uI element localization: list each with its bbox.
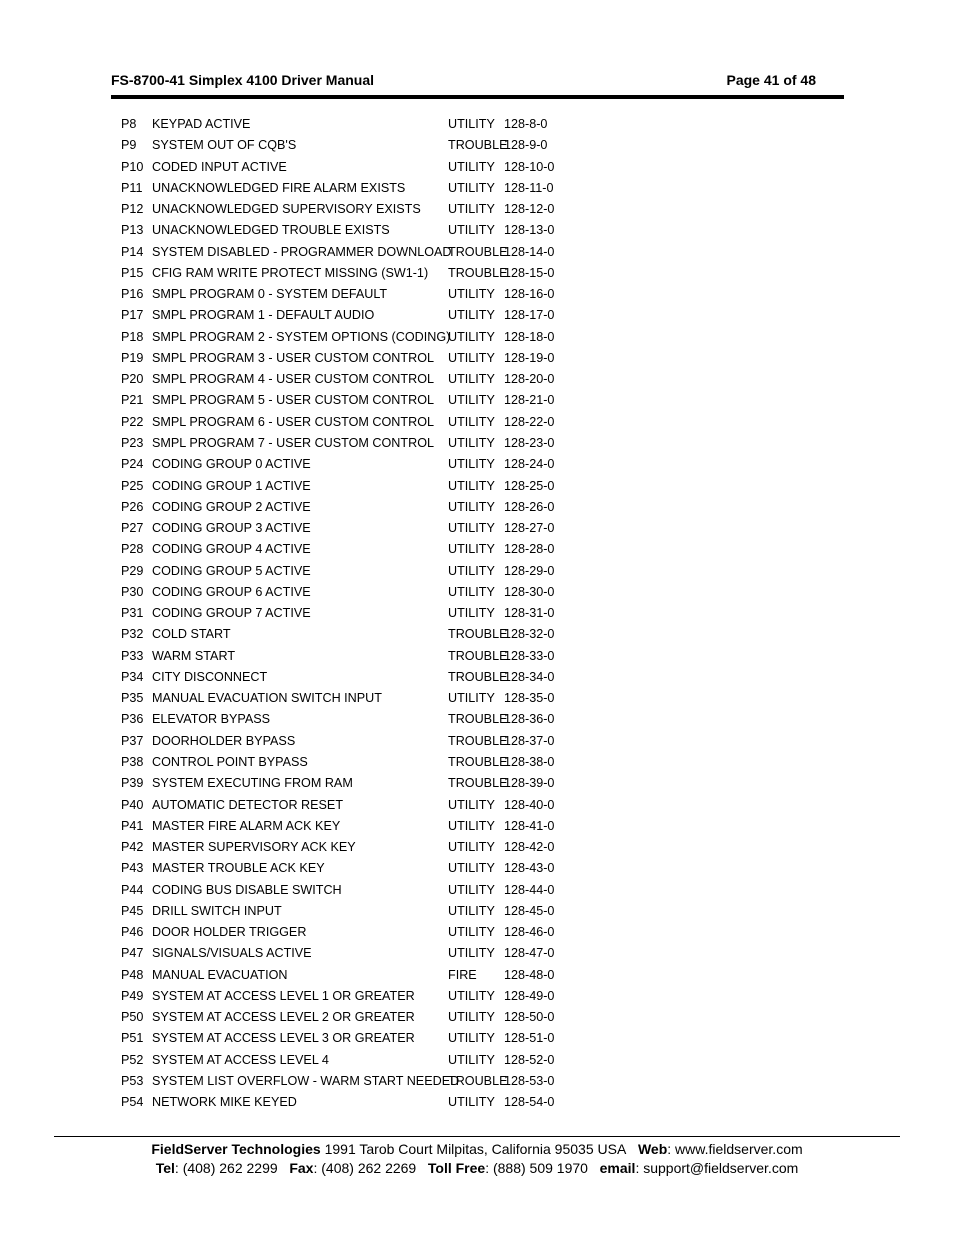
point-description: DOOR HOLDER TRIGGER <box>152 925 307 940</box>
footer-tollfree-label: Toll Free <box>427 1160 486 1176</box>
point-type: UTILITY <box>448 202 495 217</box>
table-row <box>121 901 581 922</box>
point-type: UTILITY <box>448 840 495 855</box>
footer-line-2 <box>0 1159 954 1178</box>
point-description: SYSTEM EXECUTING FROM RAM <box>152 776 353 791</box>
table-row <box>121 242 581 263</box>
point-description: SMPL PROGRAM 2 - SYSTEM OPTIONS (CODING) <box>152 329 451 344</box>
footer-company: FieldServer Technologies <box>151 1141 321 1157</box>
point-description: NETWORK MIKE KEYED <box>152 1095 297 1110</box>
point-address: 128-52-0 <box>504 1052 555 1067</box>
point-type: UTILITY <box>448 563 495 578</box>
table-row <box>121 1071 581 1092</box>
point-description: CODING GROUP 0 ACTIVE <box>152 457 311 472</box>
point-type: UTILITY <box>448 287 495 302</box>
point-type: UTILITY <box>448 521 495 536</box>
point-description: MASTER SUPERVISORY ACK KEY <box>152 840 356 855</box>
point-description: CODING GROUP 2 ACTIVE <box>152 499 311 514</box>
point-description: SMPL PROGRAM 5 - USER CUSTOM CONTROL <box>152 393 434 408</box>
point-address: 128-48-0 <box>504 967 555 982</box>
point-address: 128-14-0 <box>504 244 555 259</box>
point-address: 128-39-0 <box>504 776 555 791</box>
point-address: 128-41-0 <box>504 818 555 833</box>
footer-fax: : (408) 262 2269 <box>313 1160 417 1176</box>
table-row <box>121 688 581 709</box>
point-description: SYSTEM LIST OVERFLOW - WARM START NEEDED <box>152 1073 460 1088</box>
point-address: 128-53-0 <box>504 1073 555 1088</box>
point-address: 128-28-0 <box>504 542 555 557</box>
point-type: UTILITY <box>448 223 495 238</box>
point-id: P25 <box>121 478 144 493</box>
point-type: UTILITY <box>448 903 495 918</box>
point-address: 128-47-0 <box>504 946 555 961</box>
point-type: UTILITY <box>448 1031 495 1046</box>
point-type: TROUBLE <box>448 754 508 769</box>
point-description: SYSTEM DISABLED - PROGRAMMER DOWNLOAD <box>152 244 452 259</box>
point-id: P43 <box>121 861 144 876</box>
point-description: SMPL PROGRAM 1 - DEFAULT AUDIO <box>152 308 375 323</box>
point-id: P10 <box>121 159 144 174</box>
point-address: 128-43-0 <box>504 861 555 876</box>
point-address: 128-51-0 <box>504 1031 555 1046</box>
point-description: CODING GROUP 6 ACTIVE <box>152 584 311 599</box>
header-rule <box>111 95 844 99</box>
point-address: 128-37-0 <box>504 733 555 748</box>
point-id: P42 <box>121 840 144 855</box>
footer-line-1 <box>0 1140 954 1159</box>
point-description: ELEVATOR BYPASS <box>152 712 271 727</box>
point-type: UTILITY <box>448 691 495 706</box>
table-row <box>121 965 581 986</box>
point-type: UTILITY <box>448 414 495 429</box>
point-description: UNACKNOWLEDGED FIRE ALARM EXISTS <box>152 180 406 195</box>
point-id: P39 <box>121 776 144 791</box>
table-row <box>121 624 581 645</box>
point-address: 128-27-0 <box>504 521 555 536</box>
point-id: P32 <box>121 627 144 642</box>
point-type: UTILITY <box>448 542 495 557</box>
table-row <box>121 752 581 773</box>
point-address: 128-30-0 <box>504 584 555 599</box>
table-row <box>121 199 581 220</box>
table-row <box>121 582 581 603</box>
table-row <box>121 327 581 348</box>
point-type: TROUBLE <box>448 648 508 663</box>
table-row <box>121 305 581 326</box>
table-row <box>121 157 581 178</box>
point-id: P28 <box>121 542 144 557</box>
point-description: SMPL PROGRAM 7 - USER CUSTOM CONTROL <box>152 435 434 450</box>
point-address: 128-18-0 <box>504 329 555 344</box>
table-row <box>121 284 581 305</box>
point-id: P27 <box>121 521 144 536</box>
table-row <box>121 603 581 624</box>
point-id: P21 <box>121 393 144 408</box>
point-description: CONTROL POINT BYPASS <box>152 754 308 769</box>
point-address: 128-36-0 <box>504 712 555 727</box>
point-id: P22 <box>121 414 144 429</box>
point-id: P36 <box>121 712 144 727</box>
point-description: CITY DISCONNECT <box>152 669 268 684</box>
point-id: P9 <box>121 138 137 153</box>
point-address: 128-50-0 <box>504 1010 555 1025</box>
point-type: UTILITY <box>448 478 495 493</box>
point-description: CODED INPUT ACTIVE <box>152 159 287 174</box>
point-id: P41 <box>121 818 144 833</box>
table-row <box>121 880 581 901</box>
point-description: CFIG RAM WRITE PROTECT MISSING (SW1-1) <box>152 265 429 280</box>
point-type: UTILITY <box>448 435 495 450</box>
point-description: MANUAL EVACUATION SWITCH INPUT <box>152 691 382 706</box>
footer-tel: : (408) 262 2299 <box>174 1160 278 1176</box>
point-type: TROUBLE <box>448 1073 508 1088</box>
table-row <box>121 773 581 794</box>
footer-address: 1991 Tarob Court Milpitas, California 95035 USA <box>320 1141 627 1157</box>
point-address: 128-22-0 <box>504 414 555 429</box>
point-address: 128-34-0 <box>504 669 555 684</box>
point-description: KEYPAD ACTIVE <box>152 117 251 131</box>
page-footer <box>0 1140 954 1178</box>
point-type: TROUBLE <box>448 776 508 791</box>
point-id: P35 <box>121 691 144 706</box>
point-description: CODING BUS DISABLE SWITCH <box>152 882 342 897</box>
point-id: P53 <box>121 1073 144 1088</box>
point-type: UTILITY <box>448 861 495 876</box>
point-address: 128-35-0 <box>504 691 555 706</box>
point-description: AUTOMATIC DETECTOR RESET <box>152 797 344 812</box>
table-row <box>121 816 581 837</box>
page-header <box>111 72 816 92</box>
point-address: 128-15-0 <box>504 265 555 280</box>
point-id: P8 <box>121 117 137 131</box>
point-description: SIGNALS/VISUALS ACTIVE <box>152 946 312 961</box>
point-id: P38 <box>121 754 144 769</box>
point-type: UTILITY <box>448 308 495 323</box>
point-id: P11 <box>121 180 143 195</box>
point-address: 128-54-0 <box>504 1095 555 1110</box>
point-type: UTILITY <box>448 159 495 174</box>
table-row <box>121 1092 581 1113</box>
point-address: 128-29-0 <box>504 563 555 578</box>
table-row <box>121 986 581 1007</box>
point-id: P33 <box>121 648 144 663</box>
point-address: 128-25-0 <box>504 478 555 493</box>
point-description: SMPL PROGRAM 3 - USER CUSTOM CONTROL <box>152 350 434 365</box>
footer-tollfree: : (888) 509 1970 <box>485 1160 588 1176</box>
point-address: 128-21-0 <box>504 393 555 408</box>
point-description: SYSTEM AT ACCESS LEVEL 4 <box>152 1052 329 1067</box>
point-id: P54 <box>121 1095 144 1110</box>
point-address: 128-24-0 <box>504 457 555 472</box>
point-address: 128-26-0 <box>504 499 555 514</box>
point-type: UTILITY <box>448 925 495 940</box>
point-address: 128-19-0 <box>504 350 555 365</box>
point-type: UTILITY <box>448 499 495 514</box>
footer-fax-label: Fax <box>289 1160 314 1176</box>
table-row <box>121 943 581 964</box>
table-row <box>121 518 581 539</box>
point-id: P34 <box>121 669 144 684</box>
table-row <box>121 476 581 497</box>
point-type: UTILITY <box>448 797 495 812</box>
point-type: TROUBLE <box>448 669 508 684</box>
table-row <box>121 348 581 369</box>
point-id: P49 <box>121 988 144 1003</box>
point-description: SMPL PROGRAM 6 - USER CUSTOM CONTROL <box>152 414 434 429</box>
table-row <box>121 837 581 858</box>
point-id: P52 <box>121 1052 144 1067</box>
point-id: P44 <box>121 882 144 897</box>
point-id: P16 <box>121 287 144 302</box>
point-type: UTILITY <box>448 584 495 599</box>
point-description: UNACKNOWLEDGED TROUBLE EXISTS <box>152 223 390 238</box>
point-type: TROUBLE <box>448 627 508 642</box>
point-id: P24 <box>121 457 144 472</box>
point-type: UTILITY <box>448 329 495 344</box>
table-row <box>121 497 581 518</box>
point-id: P48 <box>121 967 144 982</box>
point-description: DOORHOLDER BYPASS <box>152 733 296 748</box>
point-description: CODING GROUP 7 ACTIVE <box>152 606 311 621</box>
point-type: TROUBLE <box>448 712 508 727</box>
point-description: CODING GROUP 5 ACTIVE <box>152 563 311 578</box>
table-row <box>121 709 581 730</box>
point-address: 128-8-0 <box>504 117 548 131</box>
table-row <box>121 1050 581 1071</box>
point-type: UTILITY <box>448 1010 495 1025</box>
point-id: P15 <box>121 265 144 280</box>
table-row <box>121 114 581 135</box>
point-type: UTILITY <box>448 180 495 195</box>
point-type: TROUBLE <box>448 733 508 748</box>
point-address: 128-32-0 <box>504 627 555 642</box>
table-row <box>121 646 581 667</box>
point-id: P20 <box>121 372 144 387</box>
table-row <box>121 433 581 454</box>
footer-email[interactable]: : support@fieldserver.com <box>635 1160 799 1176</box>
table-row <box>121 454 581 475</box>
point-id: P30 <box>121 584 144 599</box>
point-address: 128-45-0 <box>504 903 555 918</box>
point-type: UTILITY <box>448 606 495 621</box>
point-description: SMPL PROGRAM 4 - USER CUSTOM CONTROL <box>152 372 434 387</box>
point-address: 128-11-0 <box>504 180 554 195</box>
table-row <box>121 922 581 943</box>
point-address: 128-33-0 <box>504 648 555 663</box>
point-description: DRILL SWITCH INPUT <box>152 903 282 918</box>
point-address: 128-12-0 <box>504 202 555 217</box>
document-title: FS-8700-41 Simplex 4100 Driver Manual <box>111 72 375 88</box>
point-id: P26 <box>121 499 144 514</box>
point-id: P12 <box>121 202 144 217</box>
point-description: CODING GROUP 4 ACTIVE <box>152 542 311 557</box>
table-row <box>121 731 581 752</box>
point-id: P19 <box>121 350 144 365</box>
footer-web[interactable]: : www.fieldserver.com <box>667 1141 803 1157</box>
point-address: 128-40-0 <box>504 797 555 812</box>
point-description: MASTER TROUBLE ACK KEY <box>152 861 325 876</box>
point-id: P13 <box>121 223 144 238</box>
footer-tel-label: Tel <box>155 1160 175 1176</box>
point-type: UTILITY <box>448 117 495 131</box>
point-address: 128-17-0 <box>504 308 555 323</box>
point-address: 128-9-0 <box>504 138 548 153</box>
point-type: UTILITY <box>448 350 495 365</box>
point-address: 128-42-0 <box>504 840 555 855</box>
point-type: UTILITY <box>448 1095 495 1110</box>
point-id: P51 <box>121 1031 144 1046</box>
table-row <box>121 263 581 284</box>
point-type: UTILITY <box>448 393 495 408</box>
table-row <box>121 1028 581 1049</box>
point-type: UTILITY <box>448 946 495 961</box>
point-description: MASTER FIRE ALARM ACK KEY <box>152 818 341 833</box>
point-id: P18 <box>121 329 144 344</box>
point-type: UTILITY <box>448 988 495 1003</box>
point-id: P29 <box>121 563 144 578</box>
point-type: TROUBLE <box>448 265 508 280</box>
point-address: 128-49-0 <box>504 988 555 1003</box>
point-type: UTILITY <box>448 1052 495 1067</box>
table-row <box>121 178 581 199</box>
point-type: UTILITY <box>448 882 495 897</box>
point-description: CODING GROUP 3 ACTIVE <box>152 521 311 536</box>
point-id: P46 <box>121 925 144 940</box>
table-row <box>121 561 581 582</box>
point-description: CODING GROUP 1 ACTIVE <box>152 478 311 493</box>
point-id: P47 <box>121 946 144 961</box>
page-number: Page 41 of 48 <box>726 72 816 88</box>
point-type: UTILITY <box>448 818 495 833</box>
point-id: P40 <box>121 797 144 812</box>
footer-rule <box>54 1136 900 1137</box>
point-description: SYSTEM AT ACCESS LEVEL 2 OR GREATER <box>152 1010 415 1025</box>
footer-email-label: email <box>599 1160 636 1176</box>
point-id: P14 <box>121 244 144 259</box>
point-address: 128-16-0 <box>504 287 555 302</box>
point-id: P17 <box>121 308 144 323</box>
point-description: SMPL PROGRAM 0 - SYSTEM DEFAULT <box>152 287 388 302</box>
point-address: 128-10-0 <box>504 159 555 174</box>
point-description: UNACKNOWLEDGED SUPERVISORY EXISTS <box>152 202 421 217</box>
table-row <box>121 539 581 560</box>
table-row <box>121 858 581 879</box>
table-row <box>121 390 581 411</box>
point-type: UTILITY <box>448 457 495 472</box>
point-id: P23 <box>121 435 144 450</box>
point-address: 128-46-0 <box>504 925 555 940</box>
point-address: 128-23-0 <box>504 435 555 450</box>
table-row <box>121 1007 581 1028</box>
point-id: P45 <box>121 903 144 918</box>
point-address: 128-38-0 <box>504 754 555 769</box>
point-description: COLD START <box>152 627 231 642</box>
point-description: WARM START <box>152 648 236 663</box>
point-id: P37 <box>121 733 144 748</box>
table-row <box>121 667 581 688</box>
point-address: 128-31-0 <box>504 606 555 621</box>
point-address: 128-13-0 <box>504 223 555 238</box>
point-type: TROUBLE <box>448 138 508 153</box>
point-address: 128-20-0 <box>504 372 555 387</box>
table-row <box>121 220 581 241</box>
point-type: FIRE <box>448 967 477 982</box>
footer-web-label: Web <box>637 1141 668 1157</box>
point-type: UTILITY <box>448 372 495 387</box>
point-description: SYSTEM AT ACCESS LEVEL 1 OR GREATER <box>152 988 415 1003</box>
point-type: TROUBLE <box>448 244 508 259</box>
point-id: P50 <box>121 1010 144 1025</box>
point-description: SYSTEM AT ACCESS LEVEL 3 OR GREATER <box>152 1031 415 1046</box>
point-id: P31 <box>121 606 144 621</box>
point-description: MANUAL EVACUATION <box>152 967 288 982</box>
point-description: SYSTEM OUT OF CQB'S <box>152 138 297 153</box>
table-row <box>121 135 581 156</box>
table-row <box>121 369 581 390</box>
table-row <box>121 795 581 816</box>
point-table <box>121 114 581 1113</box>
point-address: 128-44-0 <box>504 882 555 897</box>
table-row <box>121 412 581 433</box>
